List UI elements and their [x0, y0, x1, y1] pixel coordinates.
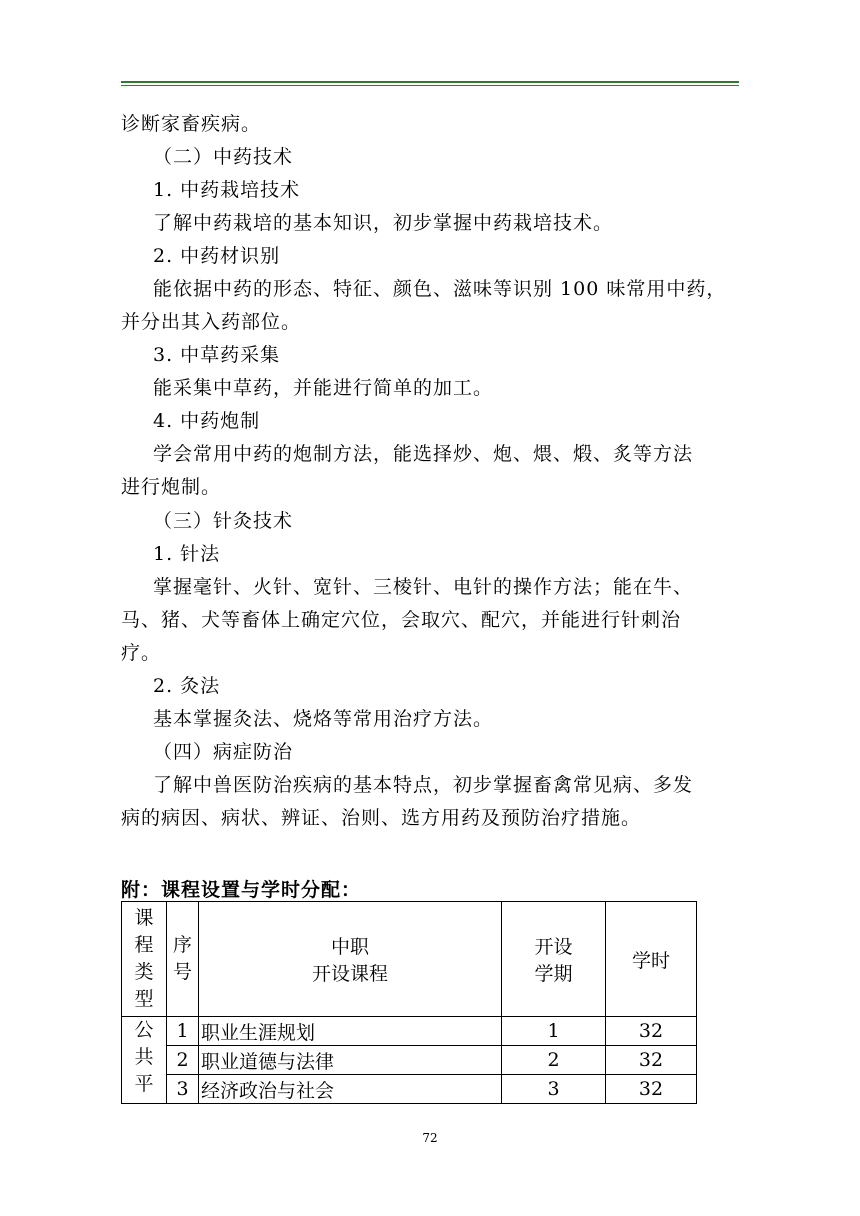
- term-cell: 2: [502, 1046, 606, 1075]
- subsection-heading: 2. 中药材识别: [153, 245, 281, 267]
- subsection-heading: 1. 中药栽培技术: [153, 179, 301, 201]
- seq-cell: 3: [167, 1075, 199, 1104]
- section-heading: （二）中药技术: [153, 146, 294, 168]
- header-line: 学期: [534, 963, 573, 985]
- seq-cell: 2: [167, 1046, 199, 1075]
- category-char: 共: [134, 1046, 154, 1068]
- body-line: 疗。: [121, 642, 162, 664]
- category-char: 公: [134, 1019, 154, 1041]
- header-line: 中职: [330, 936, 369, 958]
- subsection-heading: 4. 中药炮制: [153, 410, 261, 432]
- header-course-name: [199, 902, 502, 1017]
- body-line: 学会常用中药的炮制方法，能选择炒、炮、煨、煅、炙等方法: [153, 443, 694, 465]
- table-row: [122, 1046, 697, 1075]
- header-line: 开设: [534, 936, 573, 958]
- header-char: 程: [134, 934, 154, 956]
- hours-cell: 32: [606, 1017, 697, 1046]
- hours-cell: 32: [606, 1075, 697, 1104]
- body-line: 能依据中药的形态、特征、颜色、滋味等识别 100 味常用中药，: [153, 278, 727, 300]
- section-heading: （三）针灸技术: [153, 510, 294, 532]
- course-cell: 职业道德与法律: [199, 1046, 502, 1075]
- header-rule-thin: [121, 85, 739, 86]
- header-rule-thick: [121, 81, 739, 83]
- table-header-row: [122, 902, 697, 1017]
- header-course-type: [122, 902, 167, 1017]
- body-line: 了解中兽医防治疾病的基本特点，初步掌握畜禽常见病、多发: [153, 774, 694, 796]
- term-cell: 1: [502, 1017, 606, 1046]
- subsection-heading: 2. 灸法: [153, 675, 221, 697]
- header-seq-num: [167, 902, 199, 1017]
- course-cell: 经济政治与社会: [199, 1075, 502, 1104]
- body-line: 病的病因、病状、辨证、治则、选方用药及预防治疗措施。: [121, 807, 642, 829]
- body-line: 进行炮制。: [121, 476, 222, 498]
- category-char: 平: [134, 1073, 154, 1095]
- subsection-heading: 3. 中草药采集: [153, 344, 281, 366]
- section-heading: （四）病症防治: [153, 741, 294, 763]
- header-char: 型: [134, 988, 154, 1010]
- course-cell: 职业生涯规划: [199, 1017, 502, 1046]
- course-table: [121, 901, 697, 1104]
- subsection-heading: 1. 针法: [153, 543, 221, 565]
- seq-cell: 1: [167, 1017, 199, 1046]
- header-term: [502, 902, 606, 1017]
- header-char: 类: [134, 961, 154, 983]
- page-number: 72: [422, 1131, 438, 1145]
- body-line: 掌握毫针、火针、宽针、三棱针、电针的操作方法；能在牛、: [153, 576, 694, 598]
- body-line: 马、猪、犬等畜体上确定穴位，会取穴、配穴，并能进行针刺治: [121, 609, 682, 631]
- body-line: 基本掌握灸法、烧烙等常用治疗方法。: [153, 708, 494, 730]
- body-line: 诊断家畜疾病。: [121, 113, 262, 135]
- hours-cell: 32: [606, 1046, 697, 1075]
- body-line: 了解中药栽培的基本知识，初步掌握中药栽培技术。: [153, 212, 614, 234]
- category-cell: [122, 1017, 167, 1104]
- header-char: 序: [172, 934, 192, 956]
- body-line: 能采集中草药，并能进行简单的加工。: [153, 377, 494, 399]
- header-char: 课: [134, 907, 154, 929]
- term-cell: 3: [502, 1075, 606, 1104]
- appendix-title: 附：课程设置与学时分配：: [121, 879, 362, 901]
- table-row: [122, 1017, 697, 1046]
- header-hours: 学时: [606, 902, 697, 1017]
- header-line: 开设课程: [311, 963, 388, 985]
- header-char: 号: [172, 961, 192, 983]
- body-line: 并分出其入药部位。: [121, 311, 302, 333]
- table-row: [122, 1075, 697, 1104]
